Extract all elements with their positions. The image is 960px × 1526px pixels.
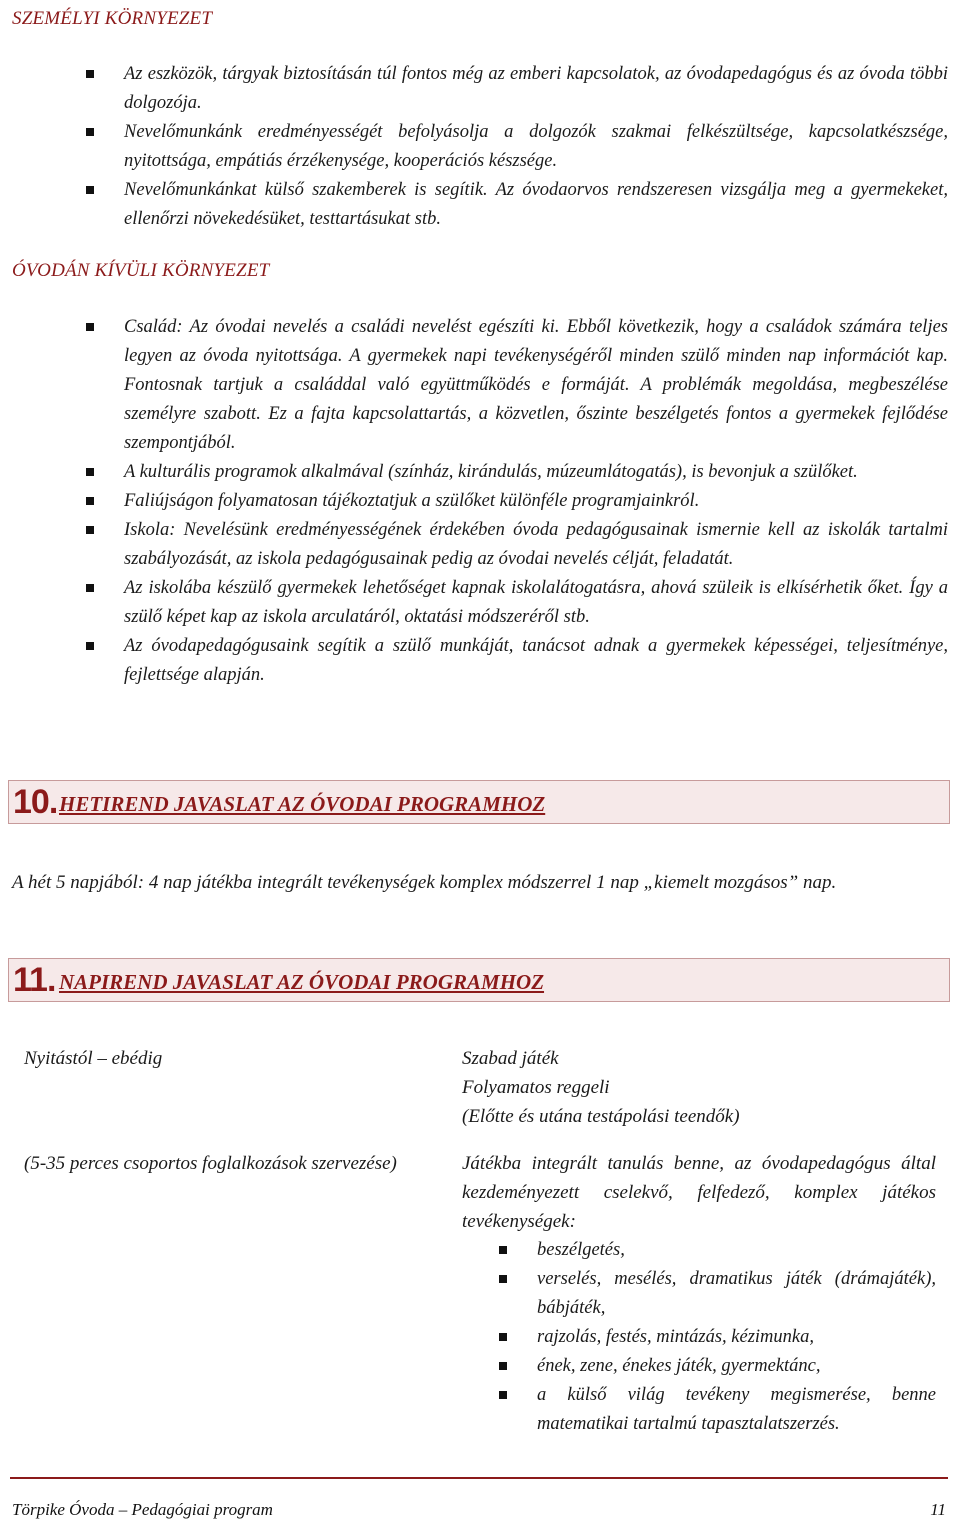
square-bullet-icon [499, 1275, 507, 1283]
external-list-item [86, 487, 948, 516]
external-list-item-text: A kulturális programok alkalmával (színház, kirándulás, múzeumlátogatás), is bevonjuk a szülőket. [124, 462, 858, 482]
activity-list-item [499, 1352, 936, 1381]
square-bullet-icon [86, 497, 94, 505]
section-10-title: HETIREND JAVASLAT AZ ÓVODAI PROGRAMHOZ [59, 792, 546, 816]
activity-list-item-text: ének, zene, énekes játék, gyermektánc, [537, 1356, 821, 1376]
activity-list-item [499, 1323, 936, 1352]
personal-list-item-text: Az eszközök, tárgyak biztosításán túl fontos még az emberi kapcsolatok, az óvodapedagógus és az óvoda többi dolgozója. [124, 64, 948, 113]
schedule-row1-line: (Előtte és utána testápolási teendők) [462, 1106, 740, 1127]
section-11-number: 11. [13, 961, 56, 999]
personal-list-item-text: Nevelőmunkánk eredményességét befolyásolja a dolgozók szakmai felkészültsége, kapcsolatkészsége, nyitottsága, empátiás érzékenysége, kooperációs készsége. [124, 122, 948, 171]
section-10-number: 10. [13, 783, 58, 821]
square-bullet-icon [86, 323, 94, 331]
footer-document-title: Törpike Óvoda – Pedagógiai program [12, 1500, 273, 1519]
section-11-header [8, 958, 950, 1002]
activity-list-item-text: a külső világ tevékeny megismerése, benne matematikai tartalmú tapasztalatszerzés. [537, 1385, 936, 1434]
square-bullet-icon [86, 468, 94, 476]
external-list-item [86, 516, 948, 574]
personal-list-item [86, 118, 948, 176]
activity-list-item-text: beszélgetés, [537, 1240, 625, 1260]
schedule-row2-intro: Játékba integrált tanulás benne, az óvodapedagógus által kezdeményezett cselekvő, felfedező, komplex játékos tevékenységek: [462, 1153, 936, 1232]
schedule-row2-time: (5-35 perces csoportos foglalkozások szervezése) [24, 1153, 397, 1174]
personal-list-item [86, 176, 948, 234]
personal-environment-list [86, 60, 948, 234]
external-list-item-text: Az óvodapedagógusaink segítik a szülő munkáját, tanácsot adnak a gyermekek képességei, teljesítménye, fejlettsége alapján. [124, 636, 948, 685]
square-bullet-icon [499, 1333, 507, 1341]
weekly-schedule-text: A hét 5 napjából: 4 nap játékba integrált tevékenységek komplex módszerrel 1 nap „kiemelt mozgásos” nap. [12, 872, 837, 893]
square-bullet-icon [86, 584, 94, 592]
activity-list-item-text: verselés, mesélés, dramatikus játék (drámajáték), bábjáték, [537, 1269, 936, 1318]
external-list-item-text: Az iskolába készülő gyermekek lehetőséget kapnak iskolalátogatásra, ahová szüleik is elkísérhetik őket. Így a szülő képet kap az iskola arculatáról, oktatási módszeréről stb. [124, 578, 948, 627]
external-list-item [86, 458, 948, 487]
square-bullet-icon [86, 526, 94, 534]
external-list-item-text: Iskola: Nevelésünk eredményességének érdekében óvoda pedagógusainak ismernie kell az iskolák tartalmi szabályozását, az iskola pedagógusainak pedig az óvodai nevelés célját, feladatát. [124, 520, 948, 569]
section-10-header [8, 780, 950, 824]
square-bullet-icon [499, 1246, 507, 1254]
external-list-item-text: Család: Az óvodai nevelés a családi nevelést egészíti ki. Ebből következik, hogy a családok számára teljes legyen az óvoda nyitottsága. A gyermekek napi tevékenységéről minden szülő minden nap információt kap. Fontosnak tartjuk a családdal való együttműködés e formáját. A problémák megoldása, megbeszélése személyre szabott. Ez a fajta kapcsolattartás, a közvetlen, őszinte beszélgetés fontos a gyermekek fejlődése szempontjából. [124, 317, 948, 453]
schedule-activity-list [499, 1236, 936, 1439]
footer-page-number: 11 [930, 1500, 946, 1519]
activity-list-item [499, 1265, 936, 1323]
activity-list-item [499, 1381, 936, 1439]
square-bullet-icon [499, 1362, 507, 1370]
personal-list-item-text: Nevelőmunkánkat külső szakemberek is segítik. Az óvodaorvos rendszeresen vizsgálja meg a gyermekeket, ellenőrzi növekedésüket, testtartásukat stb. [124, 180, 948, 229]
activity-list-item-text: rajzolás, festés, mintázás, kézimunka, [537, 1327, 814, 1347]
personal-list-item [86, 60, 948, 118]
schedule-row1-time: Nyitástól – ebédig [24, 1048, 163, 1069]
heading-personal-environment: SZEMÉLYI KÖRNYEZET [12, 8, 213, 29]
schedule-row1-line: Szabad játék [462, 1048, 559, 1069]
schedule-row1-line: Folyamatos reggeli [462, 1077, 610, 1098]
square-bullet-icon [499, 1391, 507, 1399]
external-list-item [86, 632, 948, 690]
square-bullet-icon [86, 642, 94, 650]
square-bullet-icon [86, 70, 94, 78]
square-bullet-icon [86, 128, 94, 136]
section-11-title: NAPIREND JAVASLAT AZ ÓVODAI PROGRAMHOZ [59, 970, 545, 994]
external-list-item-text: Faliújságon folyamatosan tájékoztatjuk a szülőket különféle programjainkról. [124, 491, 700, 511]
external-list-item [86, 574, 948, 632]
external-environment-list [86, 313, 948, 690]
activity-list-item [499, 1236, 936, 1265]
footer-divider [10, 1477, 948, 1479]
heading-external-environment: ÓVODÁN KÍVÜLI KÖRNYEZET [12, 260, 270, 281]
external-list-item [86, 313, 948, 458]
square-bullet-icon [86, 186, 94, 194]
schedule-row1-activities [462, 1044, 942, 1131]
